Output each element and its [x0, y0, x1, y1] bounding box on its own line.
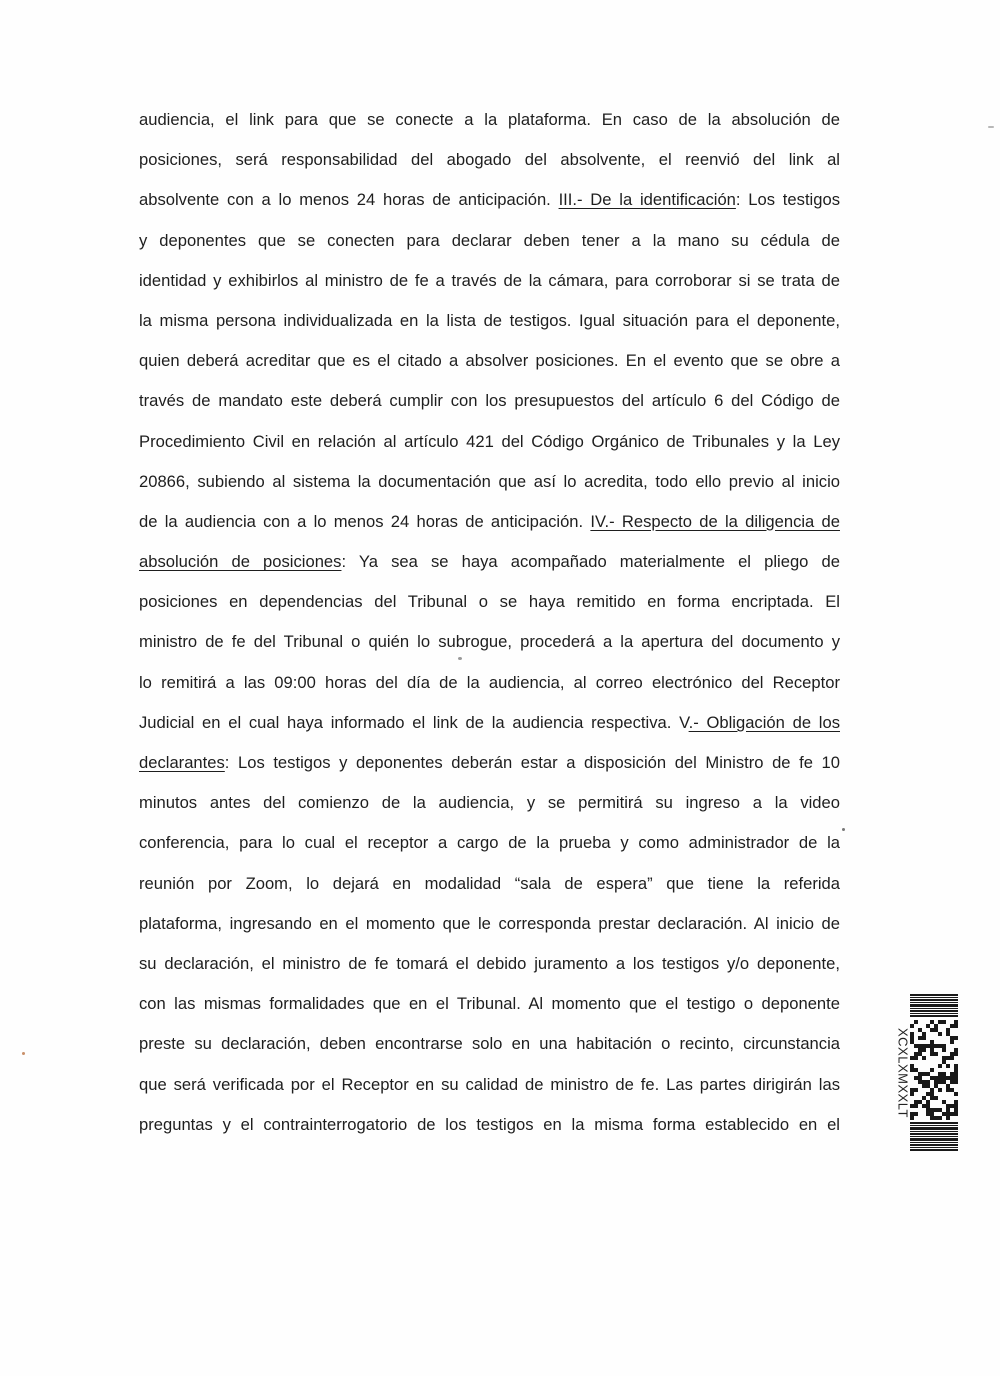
scan-speck: [22, 1052, 25, 1055]
text-line: su declaración, el ministro de fe tomará el debido juramento a los testigos y/o deponente,: [139, 953, 840, 973]
text-line: [139, 542, 840, 582]
text-segment: Judicial en el cual haya informado el link de la audiencia respectiva. V: [139, 712, 689, 732]
text-line: con las mismas formalidades que en el Tribunal. Al momento que el testigo o deponente: [139, 994, 840, 1014]
text-segment: de la audiencia con a lo menos 24 horas de anticipación.: [139, 511, 591, 531]
text-line: minutos antes del comienzo de la audiencia, y se permitirá su ingreso a la video: [139, 793, 840, 813]
section-heading: IV.- Respecto de la diligencia de: [590, 511, 840, 531]
text-segment: : Los testigos y deponentes deberán estar a disposición del Ministro de fe 10: [224, 753, 840, 772]
text-line: audiencia, el link para que se conecte a la plataforma. En caso de la absolución de: [139, 110, 840, 129]
verification-code-text: XCXLXMXXLT: [895, 1027, 911, 1119]
text-line: plataforma, ingresando en el momento que le corresponda prestar declaración. Al inicio de: [139, 913, 840, 933]
text-line: [139, 180, 840, 220]
section-heading: absolución de posiciones: [139, 552, 342, 572]
text-line: lo remitirá a las 09:00 horas del día de la audiencia, al correo electrónico del Receptor: [139, 672, 840, 692]
text-line: 20866, subiendo al sistema la documentación que así lo acredita, todo ello previo al inicio: [139, 471, 840, 491]
text-segment: : Los testigos: [735, 190, 840, 210]
section-heading: III.- De la identificación: [558, 190, 736, 210]
text-line: [139, 502, 840, 542]
text-line: identidad y exhibirlos al ministro de fe a través de la cámara, para corroborar si se trata de: [139, 270, 840, 290]
text-line: ministro de fe del Tribunal o quién lo subrogue, procederá a la apertura del documento y: [139, 632, 840, 652]
text-line: quien deberá acreditar que es el citado a absolver posiciones. En el evento que se obre a: [139, 351, 840, 371]
text-line: que será verificada por el Receptor en su calidad de ministro de fe. Las partes dirigirán las: [139, 1074, 840, 1094]
text-line: [139, 743, 840, 783]
text-segment: absolvente con a lo menos 24 horas de anticipación.: [139, 190, 559, 210]
scan-speck: [458, 657, 462, 660]
scan-speck: [842, 828, 845, 831]
text-line: y deponentes que se conecten para declarar deben tener a la mano su cédula de: [139, 230, 840, 250]
text-line: Procedimiento Civil en relación al artículo 421 del Código Orgánico de Tribunales y la Ley: [139, 431, 840, 451]
text-line: preste su declaración, deben encontrarse solo en una habitación o recinto, circunstancia: [139, 1034, 840, 1054]
document-body: [139, 100, 840, 1145]
text-line: conferencia, para lo cual el receptor a cargo de la prueba y como administrador de la: [139, 833, 840, 853]
text-line: la misma persona individualizada en la lista de testigos. Igual situación para el deponente,: [139, 310, 840, 330]
text-line: posiciones, será responsabilidad del abogado del absolvente, el reenvió del link al: [139, 150, 840, 170]
text-segment: : Ya sea se haya acompañado materialmente el pliego de: [341, 552, 840, 572]
text-line: [139, 703, 840, 743]
barcode-icon: [910, 994, 958, 1152]
text-line: través de mandato este deberá cumplir con los presupuestos del artículo 6 del Código de: [139, 391, 840, 411]
text-line: preguntas y el contrainterrogatorio de los testigos en la misma forma establecido en el: [139, 1114, 840, 1134]
section-heading: declarantes: [139, 753, 225, 772]
text-line: posiciones en dependencias del Tribunal o se haya remitido en forma encriptada. El: [139, 592, 840, 612]
text-line: reunión por Zoom, lo dejará en modalidad “sala de espera” que tiene la referida: [139, 873, 840, 893]
scan-speck: [988, 126, 994, 128]
section-heading: .- Obligación de los: [688, 712, 840, 732]
